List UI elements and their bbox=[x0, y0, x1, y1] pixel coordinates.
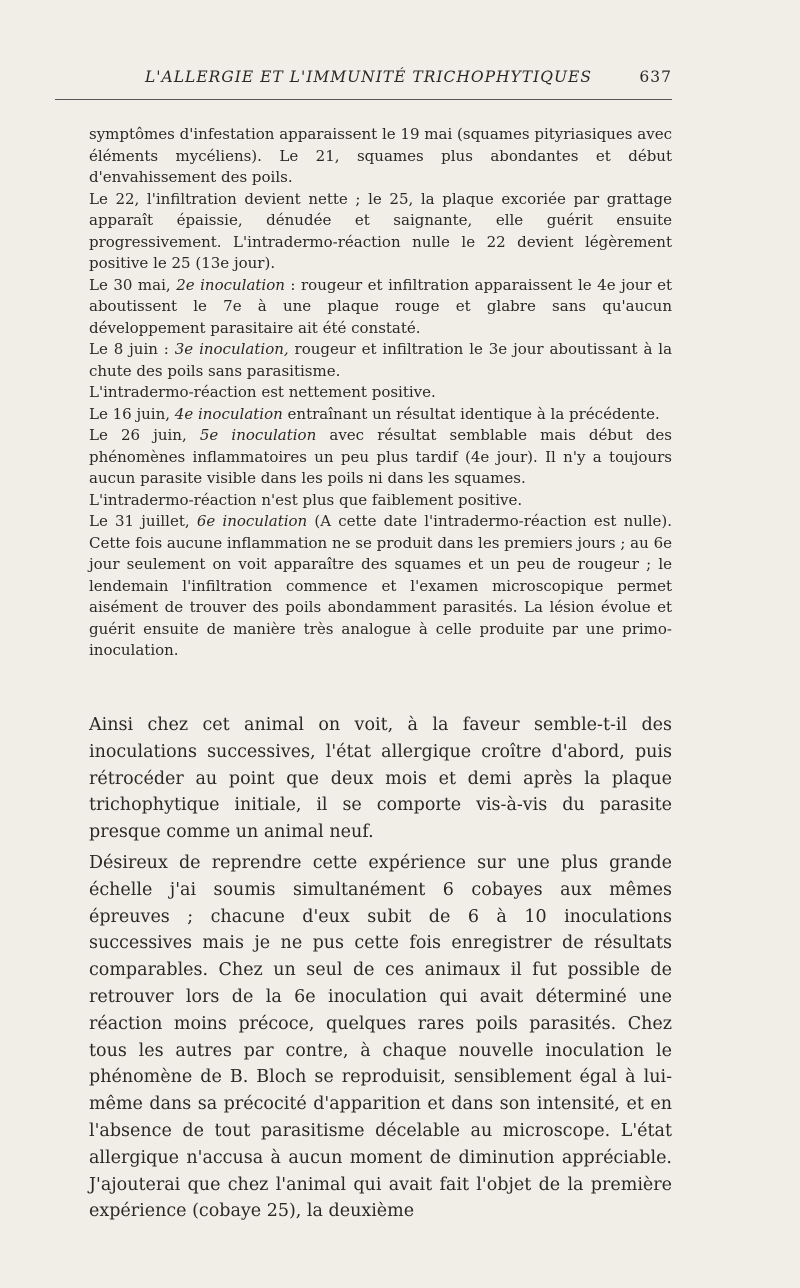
note-emphasis: 4e inoculation bbox=[174, 404, 283, 423]
note-text: (A cette date l'intradermo-réaction est nulle). Cette fois aucune inflammation ne se produit dans les premiers jours ; au 6e jour seulement on voit apparaître des squames et un peu de rougeur ; le lendemain l'infiltration commence et l'examen microscopique permet aisément de trouver des poils abondamment parasités. La lésion évolue et guérit ensuite de manière très analogue à celle produite par une primo-inoculation. bbox=[89, 512, 672, 659]
running-title: L'ALLERGIE ET L'IMMUNITÉ TRICHOPHYTIQUES bbox=[145, 68, 592, 86]
page-header-area bbox=[89, 68, 672, 92]
note-text: Le 8 juin : bbox=[89, 340, 175, 358]
note-paragraph: Le 22, l'infiltration devient nette ; le 25, la plaque excoriée par grattage apparaît épaissie, dénudée et saignante, elle guérit ensuite progressivement. L'intradermo-réaction nulle le 22 devient légèrement positive le 25 (13e jour). bbox=[89, 189, 672, 272]
note-text: Le 30 mai, bbox=[89, 275, 177, 294]
note-paragraph bbox=[89, 511, 672, 662]
page-number: 637 bbox=[639, 68, 672, 86]
note-paragraph: symptômes d'infestation apparaissent le 19 mai (squames pityriasiques avec éléments mycéliens). Le 21, squames plus abondantes et début d'envahissement des poils. bbox=[89, 125, 672, 186]
note-emphasis: 5e inoculation bbox=[199, 426, 317, 444]
note-emphasis: 2e inoculation bbox=[176, 275, 285, 294]
header-rule bbox=[55, 99, 672, 100]
note-paragraph: L'intradermo-réaction est nettement positive. bbox=[89, 383, 436, 401]
note-text: Le 16 juin, bbox=[89, 404, 175, 423]
note-emphasis: 6e inoculation bbox=[196, 512, 308, 530]
note-text: : rougeur et infiltration apparaissent le 4e jour et aboutissent le 7e à une plaque rouge et glabre sans qu'aucun développement parasitaire ait été constaté. bbox=[89, 275, 672, 337]
note-text: avec résultat semblable mais début des phénomènes inflammatoires un peu plus tardif (4e jour). Il n'y a toujours aucun parasite visible dans les poils ni dans les squames. bbox=[89, 426, 672, 487]
main-text bbox=[89, 712, 672, 1225]
note-paragraph bbox=[89, 425, 672, 490]
body-paragraph: Ainsi chez cet animal on voit, à la faveur semble-t-il des inoculations successives, l'état allergique croître d'abord, puis rétrocéder au point que deux mois et demi après la plaque trichophytique initiale, il se comporte vis-à-vis du parasite presque comme un animal neuf. bbox=[89, 715, 672, 843]
note-emphasis: 3e inoculation, bbox=[174, 340, 289, 358]
running-header bbox=[89, 68, 672, 92]
note-text: entraînant un résultat identique à la précédente. bbox=[282, 404, 660, 423]
note-paragraph bbox=[89, 275, 672, 340]
case-notes bbox=[89, 124, 672, 662]
note-text: Le 26 juin, bbox=[89, 426, 200, 444]
note-paragraph: L'intradermo-réaction n'est plus que faiblement positive. bbox=[89, 490, 523, 509]
note-paragraph bbox=[89, 339, 672, 382]
note-text: Le 31 juillet, bbox=[89, 512, 197, 530]
note-text: rougeur et infiltration le 3e jour aboutissant à la chute des poils sans parasitisme. bbox=[89, 340, 673, 380]
note-paragraph bbox=[89, 404, 672, 426]
body-paragraph: Désireux de reprendre cette expérience sur une plus grande échelle j'ai soumis simultanément 6 cobayes aux mêmes épreuves ; chacune d'eux subit de 6 à 10 inoculations successives mais je ne pus cette fois enregistrer de résultats comparables. Chez un seul de ces animaux il fut possible de retrouver lors de la 6e inoculation qui avait déterminé une réaction moins précoce, quelques rares poils parasités. Chez tous les autres par contre, à chaque nouvelle inoculation le phénomène de B. Bloch se reproduisit, sensiblement égal à lui-même dans sa précocité d'apparition et dans son intensité, et en l'absence de tout parasitisme décelable au microscope. L'état allergique n'accusa à aucun moment de diminution appréciable. J'ajouterai que chez l'animal qui avait fait l'objet de la première expérience (cobaye 25), la deuxième bbox=[89, 852, 672, 1222]
